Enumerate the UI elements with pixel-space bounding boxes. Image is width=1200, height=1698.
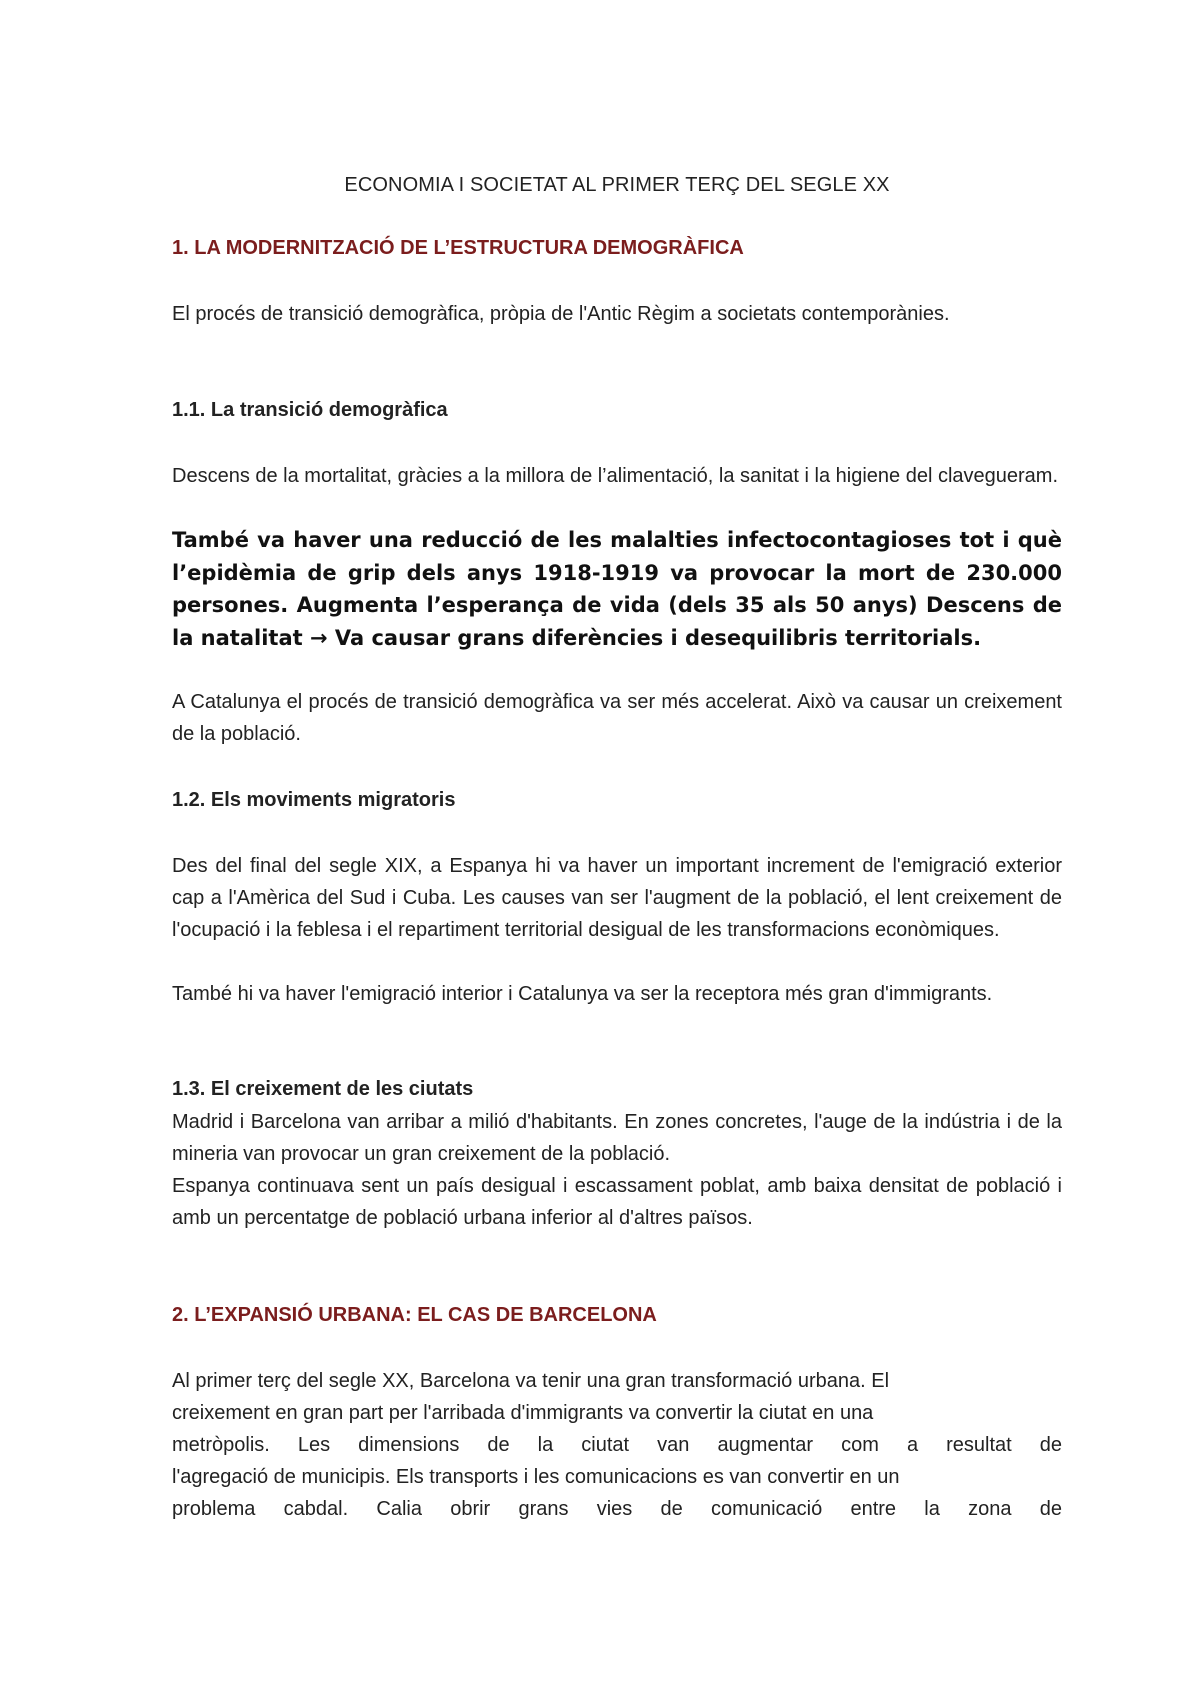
subsection-1-2-para-1: Des del final del segle XIX, a Espanya hi va haver un important increment de l'emigració exterior cap a l'Amèrica del Sud i Cuba. Les causes van ser l'augment de la població, el lent creixement de l'ocupació i la feblesa i el repartiment territorial desigual de les transformacions econòmiques.: [172, 855, 1062, 941]
subsection-1-2-heading: 1.2. Els moviments migratoris: [172, 789, 456, 811]
section-2-line: problema cabdal. Calia obrir grans vies de comunicació entre la zona de: [172, 1498, 1062, 1520]
subsection-1-3-heading: 1.3. El creixement de les ciutats: [172, 1078, 474, 1100]
section-2-paragraph: [172, 1365, 1062, 1525]
section-2-line: metròpolis. Les dimensions de la ciutat van augmentar com a resultat de: [172, 1434, 1062, 1456]
subsection-1-1-heading: 1.1. La transició demogràfica: [172, 399, 448, 421]
subsection-1-1-bold-para: També va haver una reducció de les malalties infectocontagioses tot i què l’epidèmia de grip dels anys 1918-1919 va provocar la mort de 230.000 persones. Augmenta l’esperança de vida (dels 35 als 50 anys) Descens de la natalitat → Va causar grans diferències i desequilibris territorials.: [172, 528, 1062, 650]
subsection-1-2-para-2: També hi va haver l'emigració interior i Catalunya va ser la receptora més gran d'immigrants.: [172, 983, 993, 1005]
section-2-line: Al primer terç del segle XX, Barcelona va tenir una gran transformació urbana. El: [172, 1370, 890, 1392]
section-2-line: creixement en gran part per l'arribada d'immigrants va convertir la ciutat en una: [172, 1402, 874, 1424]
subsection-1-1-para-2: A Catalunya el procés de transició demogràfica va ser més accelerat. Això va causar un creixement de la població.: [172, 691, 1062, 745]
section-1-heading: 1. LA MODERNITZACIÓ DE L’ESTRUCTURA DEMOGRÀFICA: [172, 237, 744, 259]
subsection-1-3-para-2: Espanya continuava sent un país desigual i escassament poblat, amb baixa densitat de població i amb un percentatge de població urbana inferior al d'altres països.: [172, 1175, 1062, 1229]
section-1-intro: El procés de transició demogràfica, pròpia de l'Antic Règim a societats contemporànies.: [172, 303, 950, 325]
subsection-1-3-para-1: Madrid i Barcelona van arribar a milió d'habitants. En zones concretes, l'auge de la indústria i de la mineria van provocar un gran creixement de la població.: [172, 1111, 1062, 1165]
document-title: ECONOMIA I SOCIETAT AL PRIMER TERÇ DEL SEGLE XX: [344, 174, 890, 196]
section-2-line: l'agregació de municipis. Els transports i les comunicacions es van convertir en un: [172, 1466, 900, 1488]
subsection-1-1-para-1: Descens de la mortalitat, gràcies a la millora de l’alimentació, la sanitat i la higiene del clavegueram.: [172, 465, 1058, 487]
section-2-heading: 2. L’EXPANSIÓ URBANA: EL CAS DE BARCELONA: [172, 1304, 657, 1326]
